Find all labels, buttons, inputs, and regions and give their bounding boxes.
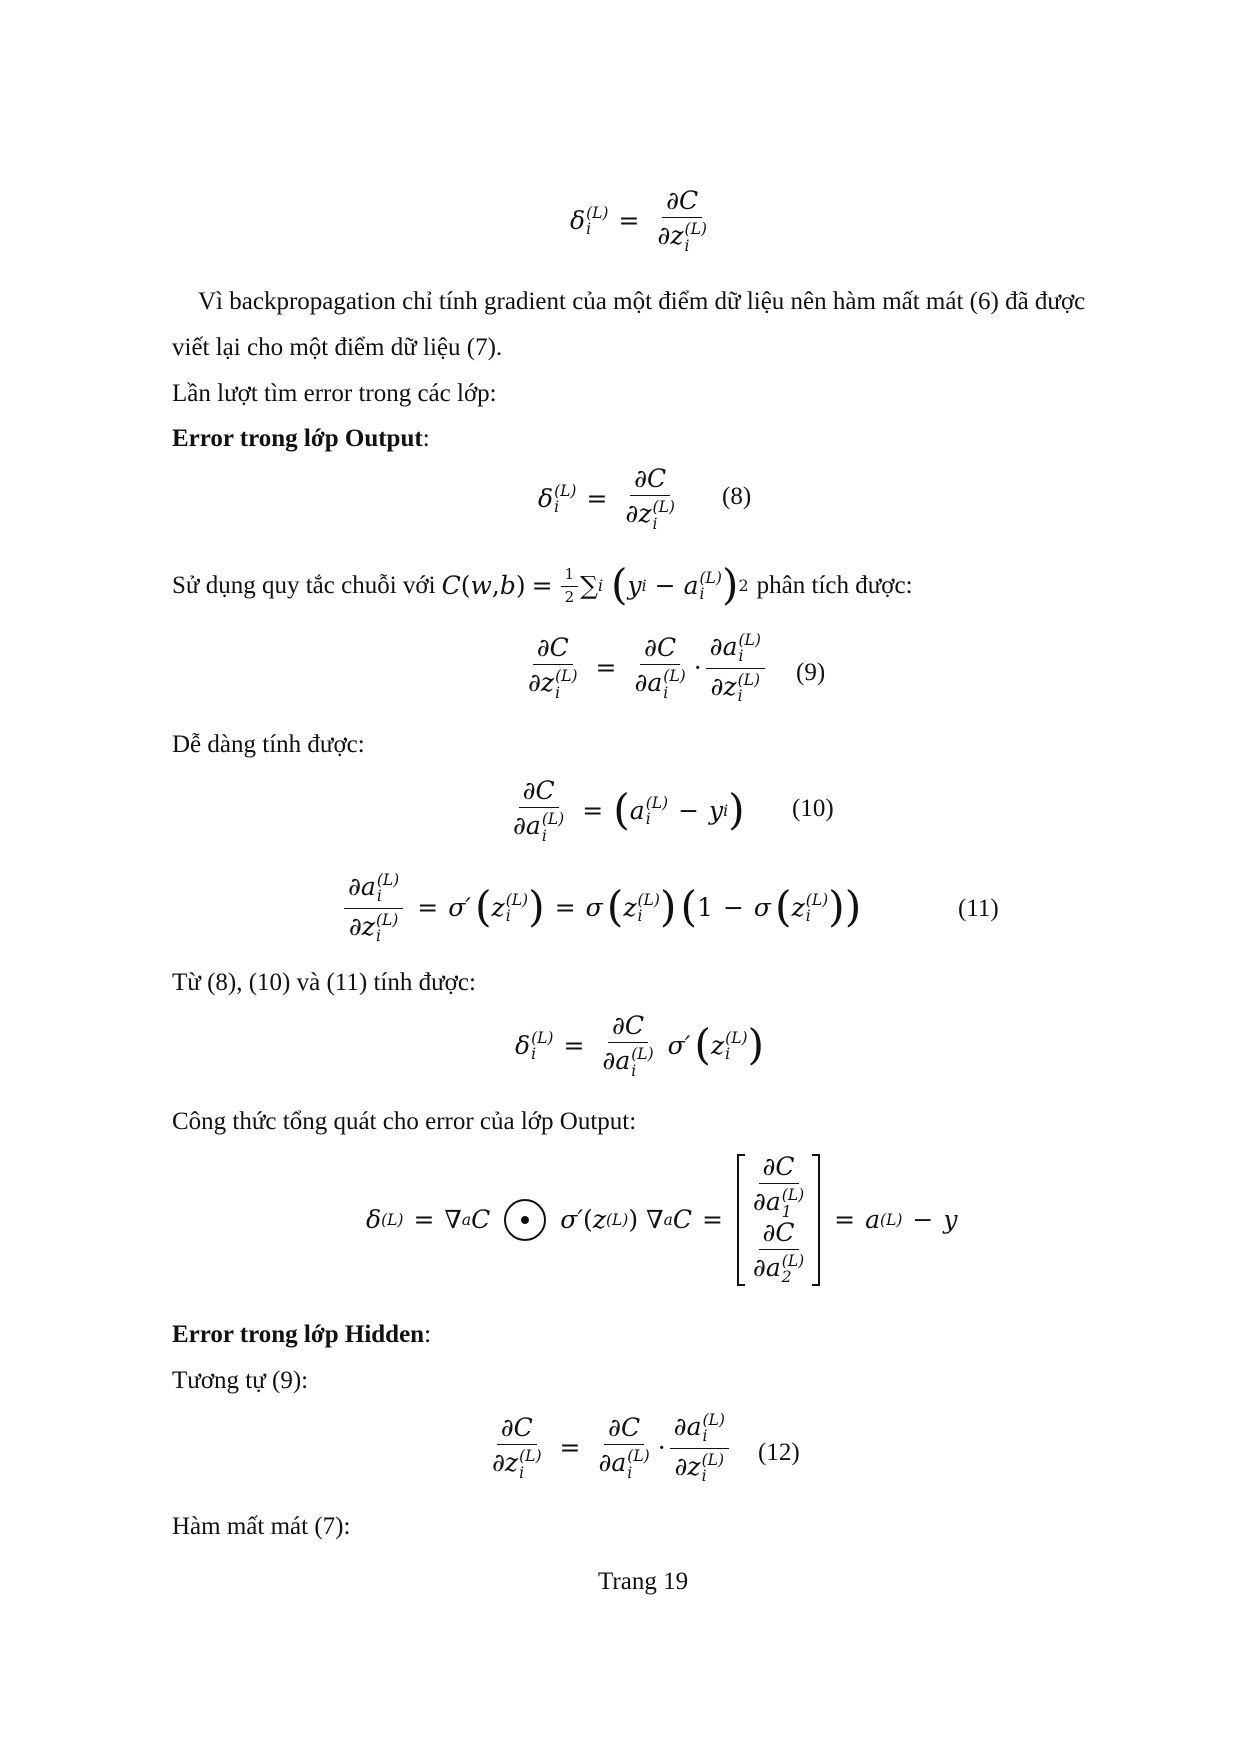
heading-output-layer (172, 424, 430, 454)
paragraph-3: Sử dụng quy tắc chuỗi với C ( w , b ) = $\frac{1}{2}$ ∑ i ( y i − a (L) i ) 2 phân tích được: (172, 561, 913, 610)
paragraph-3-pre: Sử dụng quy tắc chuỗi với (172, 572, 436, 600)
equation-10: ∂C ∂a (L) i = ( a (L) i − y i ) (513, 776, 745, 845)
equation-delta-output: δ (L) i = ∂C ∂a (L) i σ′ ( z (L) i ) (515, 1011, 765, 1080)
equation-8-tag: (8) (722, 483, 752, 510)
heading-hidden-text: Error trong lớp Hidden (172, 1321, 425, 1348)
page-number: Trang 19 (598, 1568, 689, 1595)
equation-12: ∂C ∂z (L) i = ∂C ∂a (L) i · ∂a (L) i ∂z (L) i (484, 1412, 733, 1484)
equation-8: δ (L) i = ∂C ∂z (L) i (538, 464, 675, 533)
equation-output-general: δ (L) = ∇ a C σ′ ( z (L) ) ∇ a C = ∂C ∂a (L) 1 ∂C ∂a (L) 2 = a (L) − y (366, 1152, 958, 1287)
equation-11: ∂a (L) i ∂z (L) i = σ′ ( z (L) i ) = σ ( z (L) i ) ( 1 − σ ( z (L) i ) ) (340, 872, 861, 944)
equation-9-tag: (9) (796, 659, 826, 686)
heading-hidden-colon: : (424, 1321, 432, 1348)
equation-12-tag: (12) (758, 1439, 800, 1466)
equation-delta-definition: δ (L) i = ∂C ∂z (L) i (570, 186, 707, 255)
paragraph-2: Lần lượt tìm error trong các lớp: (172, 380, 497, 407)
paragraph-8: Hàm mất mát (7): (172, 1513, 351, 1540)
heading-hidden-layer (172, 1320, 431, 1350)
equation-9: ∂C ∂z (L) i = ∂C ∂a (L) i · ∂a (L) i ∂z (L) i (520, 632, 769, 704)
hadamard-product-icon (504, 1199, 546, 1241)
heading-output-text: Error trong lớp Output (172, 425, 423, 452)
paragraph-3-post: phân tích được: (756, 572, 913, 600)
paragraph-6: Công thức tổng quát cho error của lớp Output: (172, 1108, 637, 1135)
gradient-vector: ∂C ∂a (L) 1 ∂C ∂a (L) 2 (737, 1154, 820, 1286)
paragraph-5: Từ (8), (10) và (11) tính được: (172, 969, 476, 996)
heading-output-colon: : (422, 425, 430, 452)
equation-11-tag: (11) (958, 895, 999, 922)
paragraph-1-line-2: viết lại cho một điểm dữ liệu (7). (172, 334, 503, 361)
paragraph-4: Dễ dàng tính được: (172, 731, 365, 758)
paragraph-1-line-1: Vì backpropagation chỉ tính gradient của một điểm dữ liệu nên hàm mất mát (6) đã được (198, 288, 1086, 315)
paragraph-7: Tương tự (9): (172, 1367, 309, 1394)
equation-10-tag: (10) (792, 795, 834, 822)
